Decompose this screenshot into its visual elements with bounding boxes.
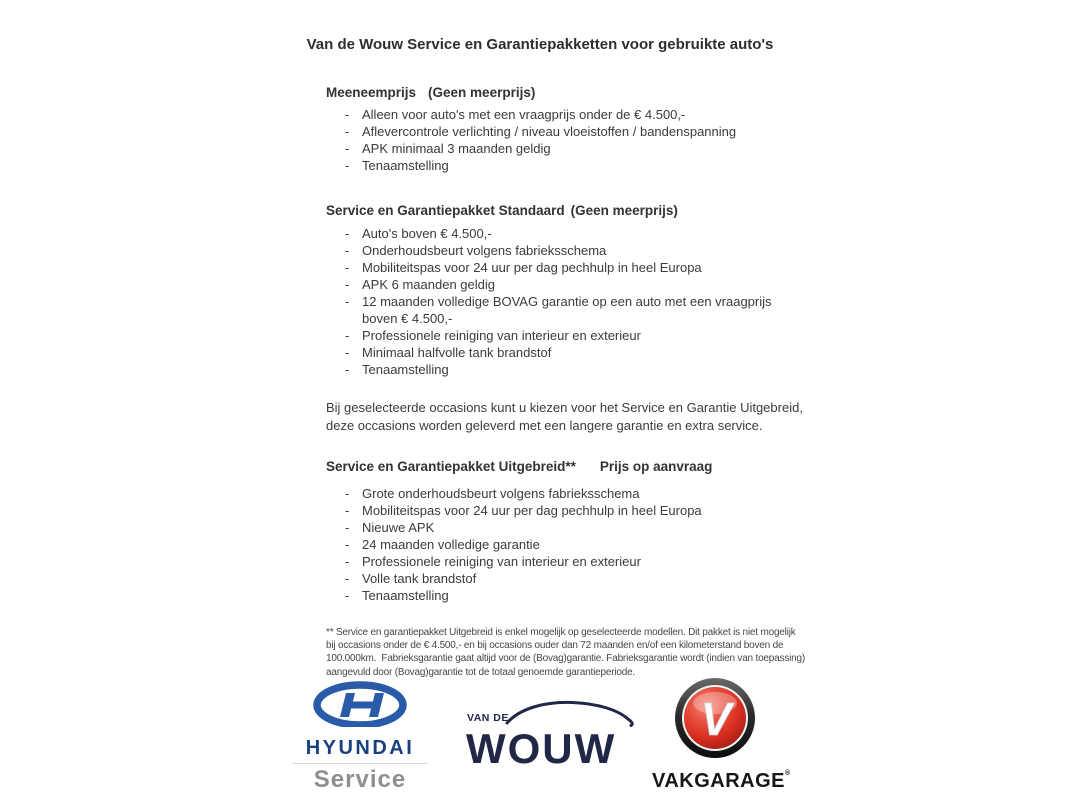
page-title: Van de Wouw Service en Garantiepakketten voor gebruikte auto's xyxy=(306,36,774,53)
list-item xyxy=(345,242,792,259)
bullet-text: Auto's boven € 4.500,- xyxy=(362,226,492,241)
bullet-dash: - xyxy=(345,243,350,258)
registered-mark: ® xyxy=(785,770,791,777)
bullet-dash: - xyxy=(345,124,350,139)
bullet-text: 24 maanden volledige garantie xyxy=(362,537,540,552)
list-item xyxy=(345,259,792,276)
intro-paragraph-line: Bij geselecteerde occasions kunt u kiezen voor het Service en Garantie Uitgebreid, xyxy=(326,400,803,415)
section-heading-text: Meeneemprijs xyxy=(326,85,417,100)
bullet-list-meeneemprijs xyxy=(326,106,792,174)
list-item xyxy=(345,140,792,157)
list-item xyxy=(345,587,792,604)
footnote-line: aangevuld door (Bovag)garantie tot de totaal genoemde garantieperiode. xyxy=(326,666,636,678)
intro-paragraph xyxy=(326,399,803,434)
bullet-text: Grote onderhoudsbeurt volgens fabrieksschema xyxy=(362,486,640,501)
bullet-list-uitgebreid xyxy=(326,485,792,604)
bullet-text: Tenaamstelling xyxy=(362,362,449,377)
list-item xyxy=(345,225,792,242)
wouw-tagline: VAN DE xyxy=(467,712,509,724)
intro-paragraph-line: deze occasions worden geleverd met een langere garantie en extra service. xyxy=(326,417,763,433)
bullet-dash: - xyxy=(345,362,350,377)
hyundai-divider xyxy=(292,763,428,764)
vakgarage-badge-icon xyxy=(673,676,757,760)
footnote-line: ** Service en garantiepakket Uitgebreid is enkel mogelijk op geselecteerde modellen. Dit pakket is niet mogelijk xyxy=(326,627,796,638)
list-item xyxy=(345,157,792,174)
bullet-dash: - xyxy=(345,503,350,518)
hyundai-wordmark: HYUNDAI xyxy=(305,737,415,759)
bullet-text: APK 6 maanden geldig xyxy=(362,277,495,292)
list-item xyxy=(345,485,792,502)
section-heading-text: Service en Garantiepakket Uitgebreid** xyxy=(326,459,576,474)
bullet-dash: - xyxy=(345,537,350,552)
list-item xyxy=(345,344,792,361)
bullet-dash: - xyxy=(345,486,350,501)
bullet-text: Minimaal halfvolle tank brandstof xyxy=(362,345,552,360)
bullet-text: Onderhoudsbeurt volgens fabrieksschema xyxy=(362,243,607,258)
list-item xyxy=(345,327,792,344)
bullet-dash: - xyxy=(345,345,350,360)
section-heading-meeneemprijs xyxy=(326,85,535,100)
list-item xyxy=(345,536,792,553)
bullet-dash: - xyxy=(345,554,350,569)
footnote-line: 100.000km. Fabrieksgarantie gaat altijd voor de (Bovag)garantie. Fabrieksgarantie wordt (indien van toepassing) xyxy=(326,653,805,665)
bullet-text: Professionele reiniging van interieur en exterieur xyxy=(362,328,641,343)
hyundai-service-label: Service xyxy=(313,766,407,793)
footnote-line: bij occasions onder de € 4.500,- en bij occasions ouder dan 72 maanden en/of een kilometerstand boven de xyxy=(326,640,784,652)
bullet-text: 12 maanden volledige BOVAG garantie op een auto met een vraagprijs boven € 4.500,- xyxy=(362,294,772,326)
section-heading-uitgebreid xyxy=(326,459,712,474)
hyundai-service-logo xyxy=(288,681,432,794)
bullet-dash: - xyxy=(345,260,350,275)
bullet-text: Mobiliteitspas voor 24 uur per dag pechhulp in heel Europa xyxy=(362,503,702,518)
vakgarage-monogram: V xyxy=(700,693,732,745)
bullet-dash: - xyxy=(345,588,350,603)
wouw-car-silhouette-icon xyxy=(462,694,642,770)
footnote xyxy=(326,626,805,679)
list-item xyxy=(345,553,792,570)
bullet-text: APK minimaal 3 maanden geldig xyxy=(362,141,551,156)
section-heading-price-note: Prijs op aanvraag xyxy=(599,459,713,474)
bullet-text: Mobiliteitspas voor 24 uur per dag pechhulp in heel Europa xyxy=(362,260,702,275)
vakgarage-wordmark xyxy=(652,770,791,793)
bullet-dash: - xyxy=(345,571,350,586)
bullet-dash: - xyxy=(345,141,350,156)
bullet-dash: - xyxy=(345,107,350,122)
list-item xyxy=(345,502,792,519)
bullet-text: Volle tank brandstof xyxy=(362,571,477,586)
bullet-text: Alleen voor auto's met een vraagprijs onder de € 4.500,- xyxy=(362,107,686,122)
van-de-wouw-logo xyxy=(462,694,642,775)
bullet-dash: - xyxy=(345,328,350,343)
bullet-text: Tenaamstelling xyxy=(362,158,449,173)
wouw-wordmark: WOUW xyxy=(466,725,617,770)
bullet-text: Aflevercontrole verlichting / niveau vloeistoffen / bandenspanning xyxy=(362,124,737,139)
bullet-dash: - xyxy=(345,158,350,173)
section-heading-text: Service en Garantiepakket Standaard xyxy=(326,203,565,218)
list-item xyxy=(345,519,792,536)
list-item xyxy=(345,106,792,123)
vakgarage-wordmark-text: VAKGARAGE xyxy=(652,770,786,792)
hyundai-ellipse-icon xyxy=(290,681,430,727)
section-heading-standaard xyxy=(326,203,678,218)
bullet-dash: - xyxy=(345,277,350,292)
vakgarage-logo xyxy=(652,676,791,793)
list-item xyxy=(345,361,792,378)
bullet-dash: - xyxy=(345,294,350,309)
bullet-text: Nieuwe APK xyxy=(362,520,435,535)
list-item xyxy=(345,123,792,140)
bullet-dash: - xyxy=(345,520,350,535)
bullet-text: Professionele reiniging van interieur en exterieur xyxy=(362,554,641,569)
list-item xyxy=(345,276,792,293)
bullet-text: Tenaamstelling xyxy=(362,588,449,603)
section-heading-note: (Geen meerprijs) xyxy=(428,85,536,100)
list-item xyxy=(345,570,792,587)
list-item xyxy=(345,293,792,327)
bullet-dash: - xyxy=(345,226,350,241)
section-heading-note: (Geen meerprijs) xyxy=(570,203,678,218)
bullet-list-standaard xyxy=(326,225,792,378)
